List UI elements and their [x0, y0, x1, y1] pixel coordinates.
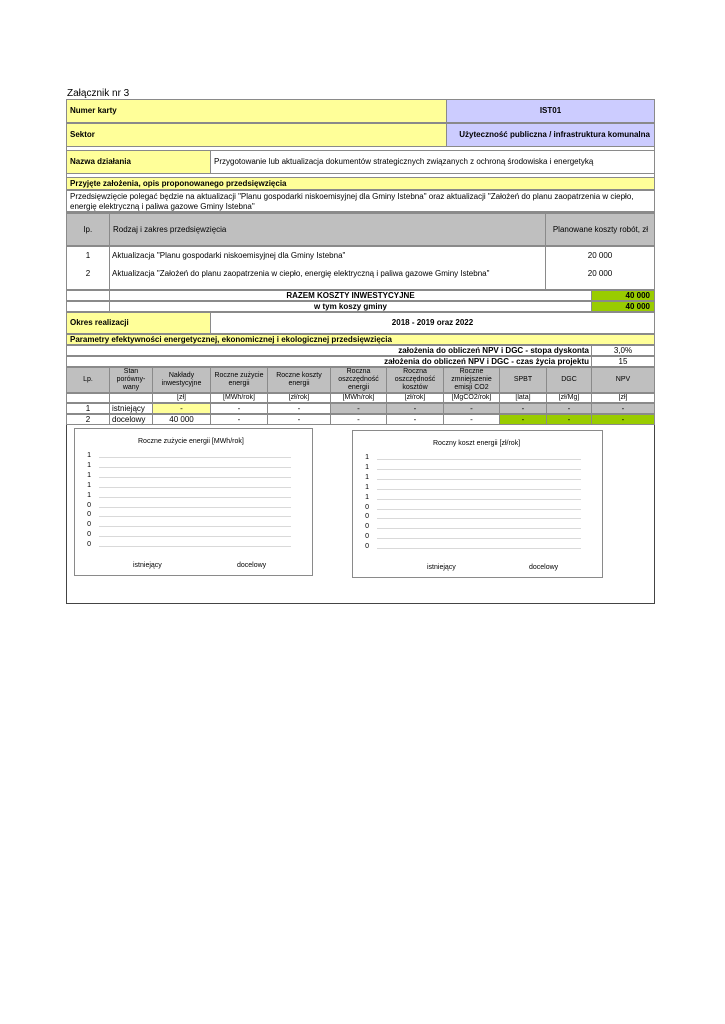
- discount-value: 3,0%: [591, 345, 655, 356]
- param-cell: -: [546, 403, 592, 414]
- scope-row-text: Aktualizacja "Planu gospodarki niskoemisyjnej dla Gminy Istebna": [112, 251, 346, 260]
- param-cell: -: [330, 403, 387, 414]
- col-lp-header: lp.: [66, 213, 110, 246]
- unit-cell: [109, 393, 153, 403]
- card-number-value: IST01: [446, 99, 655, 123]
- param-header-energy-saving: Roczna oszczędność energii: [330, 367, 387, 393]
- realization-value: 2018 - 2019 oraz 2022: [210, 312, 655, 334]
- card-number-label: Numer karty: [66, 99, 447, 123]
- chart-y-tick: 1: [365, 473, 369, 481]
- param-cell: -: [267, 403, 331, 414]
- chart-title: Roczne zużycie energii [MWh/rok]: [138, 438, 244, 445]
- chart-gridline: [99, 507, 291, 508]
- chart-gridline: [99, 487, 291, 488]
- col-scope-header: Rodzaj i zakres przedsięwzięcia: [109, 213, 546, 246]
- param-cell: istniejący: [109, 403, 153, 414]
- scope-row-lp: 1: [85, 251, 91, 260]
- unit-cell: [zł/Mg]: [546, 393, 592, 403]
- unit-cell: [zł]: [591, 393, 655, 403]
- municipality-value: 40 000: [591, 301, 655, 312]
- unit-cell: [66, 393, 110, 403]
- chart-gridline: [99, 457, 291, 458]
- chart-y-tick: 1: [365, 493, 369, 501]
- chart-gridline: [99, 516, 291, 517]
- param-cell: 2: [66, 414, 110, 425]
- lifetime-value: 15: [591, 356, 655, 367]
- chart-gridline: [99, 497, 291, 498]
- total-value: 40 000: [591, 290, 655, 301]
- unit-cell: [MgCO2/rok]: [443, 393, 500, 403]
- chart-gridline: [377, 538, 581, 539]
- param-header-energy: Roczne zużycie energii: [210, 367, 268, 393]
- unit-cell: [MWh/rok]: [210, 393, 268, 403]
- municipality-lp-empty: [66, 301, 110, 312]
- chart-y-tick: 0: [365, 513, 369, 521]
- realization-label: Okres realizacji: [66, 312, 211, 334]
- scope-row-cost: 20 000: [587, 251, 613, 260]
- chart-x-label: istniejący: [133, 562, 162, 569]
- chart-y-tick: 0: [365, 503, 369, 511]
- assumptions-header: Przyjęte założenia, opis proponowanego przedsięwzięcia: [66, 177, 655, 190]
- param-header-co2: Roczne zmniejszenie emisji CO2: [443, 367, 500, 393]
- chart-y-tick: 0: [87, 501, 91, 509]
- param-cell: -: [210, 414, 268, 425]
- chart-gridline: [377, 499, 581, 500]
- chart-x-label: docelowy: [237, 562, 267, 569]
- total-label: RAZEM KOSZTY INWESTYCYJNE: [109, 290, 592, 301]
- chart-y-tick: 0: [87, 531, 91, 539]
- param-cell: -: [330, 414, 387, 425]
- param-cell: -: [546, 414, 592, 425]
- param-cell: -: [443, 403, 500, 414]
- chart-gridline: [377, 518, 581, 519]
- param-cell: -: [499, 414, 547, 425]
- chart-y-tick: 1: [365, 463, 369, 471]
- param-cell: 1: [66, 403, 110, 414]
- chart-y-tick: 1: [365, 483, 369, 491]
- chart-x-label: docelowy: [529, 564, 559, 571]
- chart-y-tick: 1: [87, 452, 91, 459]
- chart-y-tick: 0: [365, 523, 369, 531]
- param-cell: -: [210, 403, 268, 414]
- param-header-energy-cost: Roczne koszty energii: [267, 367, 331, 393]
- unit-cell: [zł/rok]: [386, 393, 444, 403]
- chart-gridline: [377, 548, 581, 549]
- param-cell: -: [267, 414, 331, 425]
- chart-gridline: [377, 459, 581, 460]
- chart-gridline: [99, 546, 291, 547]
- discount-label: założenia do obliczeń NPV i DGC - stopa dyskonta: [66, 345, 592, 356]
- chart-y-tick: 0: [87, 521, 91, 529]
- scope-row-cost: 20 000: [587, 269, 613, 278]
- chart-gridline: [377, 528, 581, 529]
- chart-gridline: [377, 479, 581, 480]
- param-header-capex: Nakłady inwestycyjne: [152, 367, 211, 393]
- param-header-lp: Lp.: [66, 367, 110, 393]
- attachment-label: Załącznik nr 3: [67, 88, 130, 99]
- chart-x-label: istniejący: [427, 564, 456, 571]
- action-value: Przygotowanie lub aktualizacja dokumentów strategicznych związanych z ochroną środowiska i energetyką: [210, 150, 655, 174]
- scope-row-lp: 2: [85, 269, 91, 278]
- param-cell: -: [386, 414, 444, 425]
- unit-cell: [zł/rok]: [267, 393, 331, 403]
- scope-row-text: Aktualizacja "Założeń do planu zaopatrzenia w ciepło, energię elektryczną i paliwa gazowe Gminy Istebna": [112, 269, 490, 278]
- energy-cost-chart: [352, 430, 603, 578]
- chart-gridline: [377, 509, 581, 510]
- param-header-npv: NPV: [591, 367, 655, 393]
- municipality-label: w tym koszy gminy: [109, 301, 592, 312]
- param-header-cost-saving: Roczna oszczędność kosztów: [386, 367, 444, 393]
- total-lp-empty: [66, 290, 110, 301]
- chart-y-tick: 0: [87, 541, 91, 549]
- chart-title: Roczny koszt energii [zł/rok]: [433, 440, 521, 447]
- chart-gridline: [377, 489, 581, 490]
- chart-y-tick: 0: [87, 511, 91, 519]
- param-cell: 40 000: [152, 414, 211, 425]
- chart-y-tick: 1: [87, 491, 91, 499]
- chart-y-tick: 1: [87, 461, 91, 469]
- chart-y-tick: 0: [365, 533, 369, 541]
- action-label: Nazwa działania: [66, 150, 211, 174]
- param-cell: -: [499, 403, 547, 414]
- energy-usage-chart: [74, 428, 313, 576]
- col-cost-header: Planowane koszty robót, zł: [545, 213, 655, 246]
- params-header: Parametry efektywności energetycznej, ekonomicznej i ekologicznej przedsięwzięcia: [66, 334, 655, 345]
- param-header-dgc: DGC: [546, 367, 592, 393]
- chart-y-tick: 0: [365, 543, 369, 551]
- param-cell: docelowy: [109, 414, 153, 425]
- param-cell: -: [386, 403, 444, 414]
- chart-gridline: [99, 526, 291, 527]
- chart-gridline: [99, 477, 291, 478]
- unit-cell: [lata]: [499, 393, 547, 403]
- param-header-state: Stan porówny-wany: [109, 367, 153, 393]
- param-cell: -: [152, 403, 211, 414]
- sector-value: Użyteczność publiczna / infrastruktura komunalna: [446, 123, 655, 147]
- param-header-spbt: SPBT: [499, 367, 547, 393]
- chart-y-tick: 1: [87, 471, 91, 479]
- param-cell: -: [591, 403, 655, 414]
- chart-gridline: [99, 467, 291, 468]
- chart-y-tick: 1: [365, 454, 369, 461]
- chart-gridline: [377, 469, 581, 470]
- param-cell: -: [591, 414, 655, 425]
- assumptions-text: Przedsięwzięcie polegać będzie na aktualizacji "Planu gospodarki niskoemisyjnej dla Gminy Istebna" oraz aktualizacji "Założeń do planu zaopatrzenia w ciepło, energię elektryczną i paliwa gazowe Gminy Istebna": [66, 190, 655, 212]
- sector-label: Sektor: [66, 123, 447, 147]
- chart-gridline: [99, 536, 291, 537]
- chart-y-tick: 1: [87, 481, 91, 489]
- unit-cell: [zł]: [152, 393, 211, 403]
- unit-cell: [MWh/rok]: [330, 393, 387, 403]
- param-cell: -: [443, 414, 500, 425]
- lifetime-label: założenia do obliczeń NPV i DGC - czas życia projektu: [66, 356, 592, 367]
